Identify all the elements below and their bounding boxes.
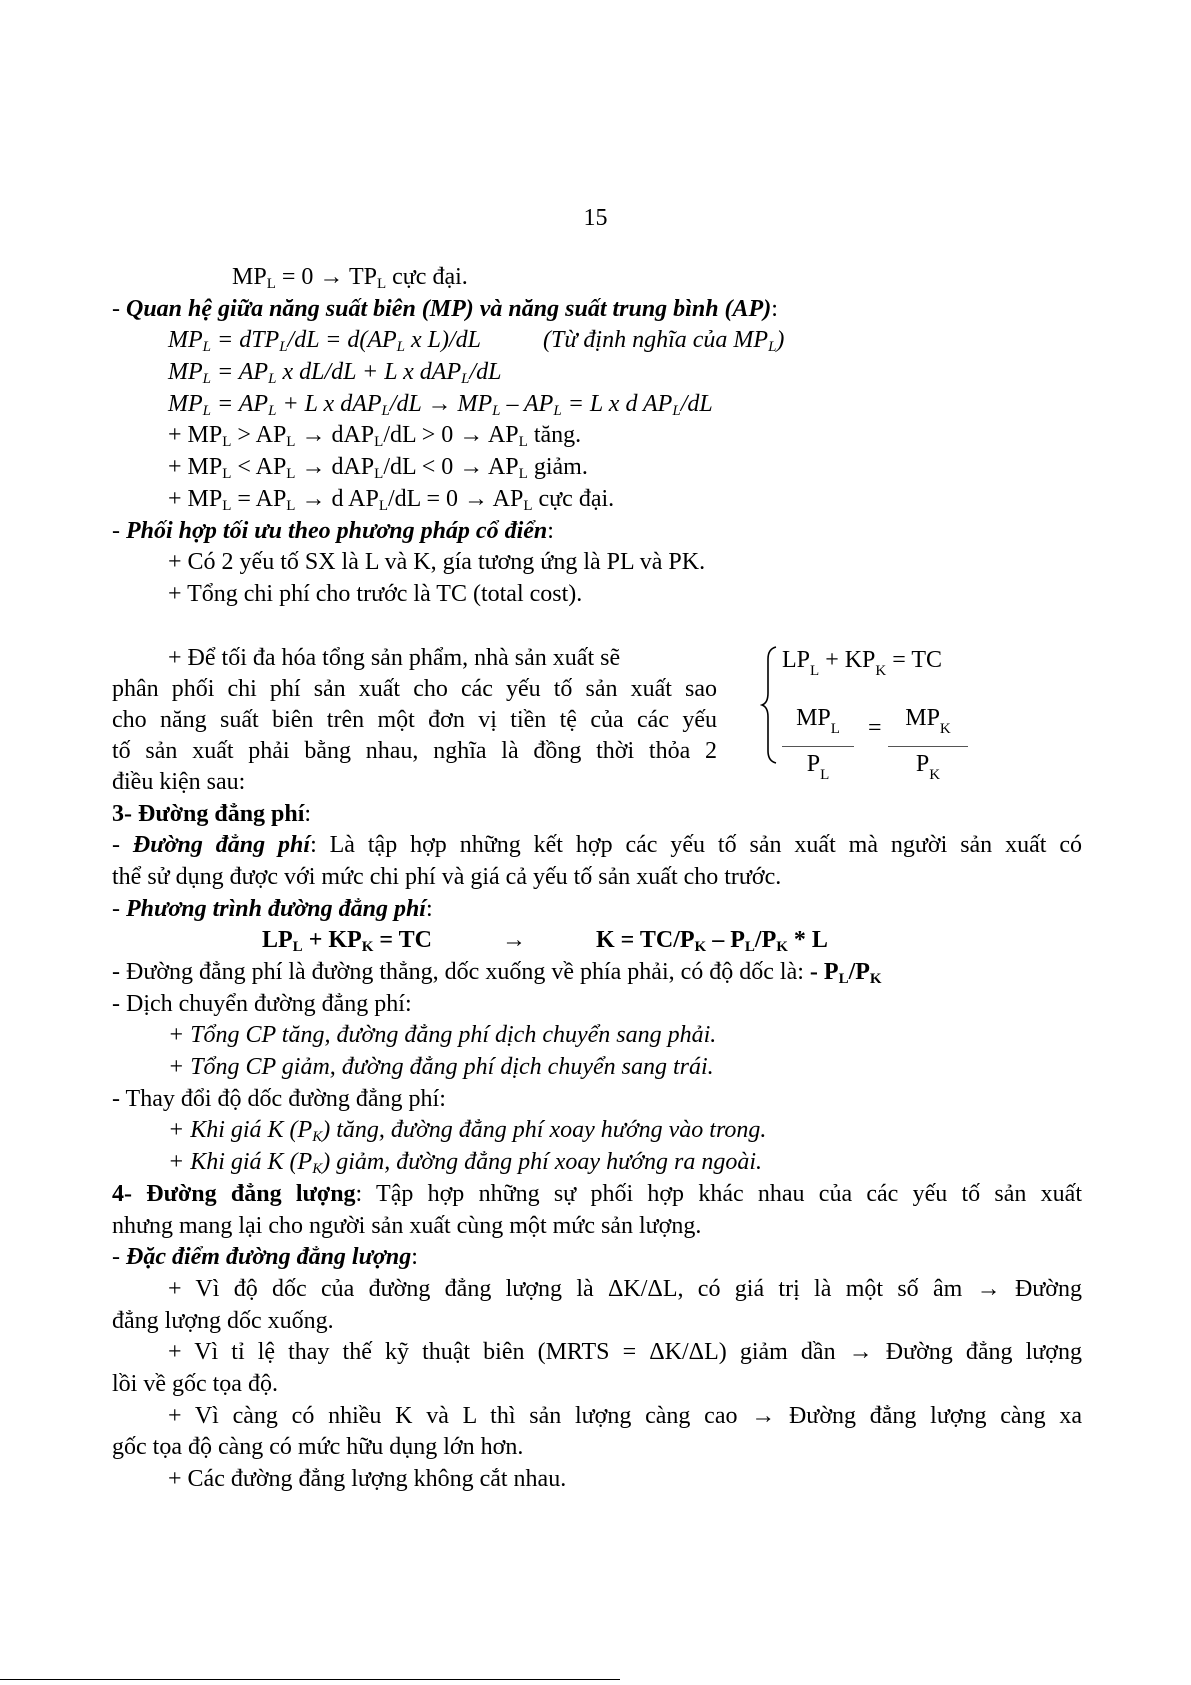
page-content [112, 262, 1082, 1496]
footer-rule [0, 1679, 620, 1680]
fraction-mpk-over-pk: $MP_K$ $P_K$ [888, 703, 968, 790]
formula-line-1: $MP_L = dTP_L/dL = d(AP_L$ x L)/dL (Từ định nghĩa của $MP_L$) [168, 327, 785, 356]
isocost-rotate-2: + Khi giá K $(P_K)$ giảm, đường đẳng phí xoay hướng ra ngoài. [168, 1149, 762, 1178]
isocost-rotate-1: + Khi giá K $(P_K)$ tăng, đường đẳng phí xoay hướng vào trong. [168, 1117, 767, 1146]
isoquant-feature-4: + Các đường đẳng lượng không cắt nhau. [168, 1466, 567, 1492]
mpl-zero-line: $MP_L = 0 \to TP_L$ cực đại. [232, 264, 468, 292]
isocost-shift-1: + Tổng CP tăng, đường đẳng phí dịch chuyển sang phải. [168, 1022, 717, 1049]
formula-line-3: $MP_L = AP_L + L$ x $dAP_L/dL \to MP_L - AP_L = L$ x d $AP_L/dL$ [168, 390, 713, 419]
equation-system [760, 645, 1060, 785]
optimal-point-1: + Có 2 yếu tố SX là L và K, gía tương ứng là PL và PK. [168, 549, 706, 576]
isoquant-feature-2a: + Vì tỉ lệ thay thế kỹ thuật biên (MRTS = ΔK/ΔL) giảm dần → Đường đẳng lượng [168, 1339, 1082, 1366]
isocost-rotate-heading: - Thay đổi độ dốc đường đẳng phí: [112, 1085, 446, 1112]
optimal-condition-paragraph: + Để tối đa hóa tổng sản phẩm, nhà sản xuất sẽ phân phối chi phí sản xuất cho các yếu tố sản xuất sao cho năng suất biên trên một đơn vị tiền tệ của các yếu tố sản xuất phải bằng nhau, nghĩa là đồng thời thỏa 2 điều kiện sau: [112, 644, 717, 795]
isoquant-features-heading: - Đặc điểm đường đẳng lượng: [112, 1244, 418, 1271]
equals-sign: = [868, 714, 882, 741]
formula-line-2: $MP_L = AP_L$ x dL/dL + L x dAP$_L$/dL [168, 359, 502, 388]
isocost-equation-heading: - Phương trình đường đẳng phí: [112, 895, 433, 922]
isocost-definition-2: thể sử dụng được với mức chi phí và giá cả yếu tố sản xuất cho trước. [112, 863, 782, 890]
isoquant-feature-1b: đẳng lượng dốc xuống. [112, 1307, 334, 1334]
heading-optimal-combination: - Phối hợp tối ưu theo phương pháp cổ điển: [112, 517, 554, 544]
isocost-definition-1: - Đường đẳng phí: Là tập hợp những kết hợp các yếu tố sản xuất mà người sản xuất có [112, 832, 1082, 859]
mp-gt-ap-line: + $MP_L > AP_L \to dAP_L/dL > 0 \to AP_L$ tăng. [168, 422, 582, 451]
optimal-point-2: + Tổng chi phí cho trước là TC (total cost). [168, 580, 583, 607]
isocost-equation: $LP_L + KP_K$ = TC → $K = TC/P_K - P_L/P_K * L$ [262, 927, 828, 956]
budget-equation: $LP_L + KP_K$ = TC [782, 646, 943, 679]
mp-lt-ap-line: + $MP_L < AP_L \to dAP_L/dL < 0 \to AP_L$ giảm. [168, 454, 588, 483]
section-3-heading: 3- Đường đẳng phí: [112, 800, 312, 827]
page-number: 15 [583, 205, 608, 231]
brace-icon [760, 645, 780, 765]
mp-eq-ap-line: + $MP_L = AP_L \to d$ $AP_L/dL = 0 \to AP_L$ cực đại. [168, 485, 615, 514]
fraction-mpl-over-pl: $MP_L$ $P_L$ [782, 703, 854, 790]
section-4-definition-1: 4- Đường đẳng lượng: Tập hợp những sự phối hợp khác nhau của các yếu tố sản xuất [112, 1180, 1082, 1207]
isoquant-feature-1a: + Vì độ dốc của đường đẳng lượng là ΔK/ΔL, có giá trị là một số âm → Đường [168, 1275, 1082, 1302]
isocost-slope: - Đường đẳng phí là đường thẳng, dốc xuống về phía phải, có độ dốc là: - $P_L/P_K$ [112, 959, 882, 987]
heading-mp-ap-relation: - Quan hệ giữa năng suất biên (MP) và năng suất trung bình (AP): [112, 295, 778, 322]
optimal-condition-block [112, 643, 1082, 799]
isocost-shift-heading: - Dịch chuyển đường đẳng phí: [112, 990, 412, 1017]
section-4-definition-2: nhưng mang lại cho người sản xuất cùng một mức sản lượng. [112, 1212, 702, 1239]
isoquant-feature-2b: lồi về gốc tọa độ. [112, 1370, 278, 1397]
isocost-shift-2: + Tổng CP giảm, đường đẳng phí dịch chuyển sang trái. [168, 1054, 714, 1081]
isoquant-feature-3a: + Vì càng có nhiều K và L thì sản lượng càng cao → Đường đẳng lượng càng xa [168, 1402, 1082, 1429]
isoquant-feature-3b: gốc tọa độ càng có mức hữu dụng lớn hơn. [112, 1434, 524, 1461]
